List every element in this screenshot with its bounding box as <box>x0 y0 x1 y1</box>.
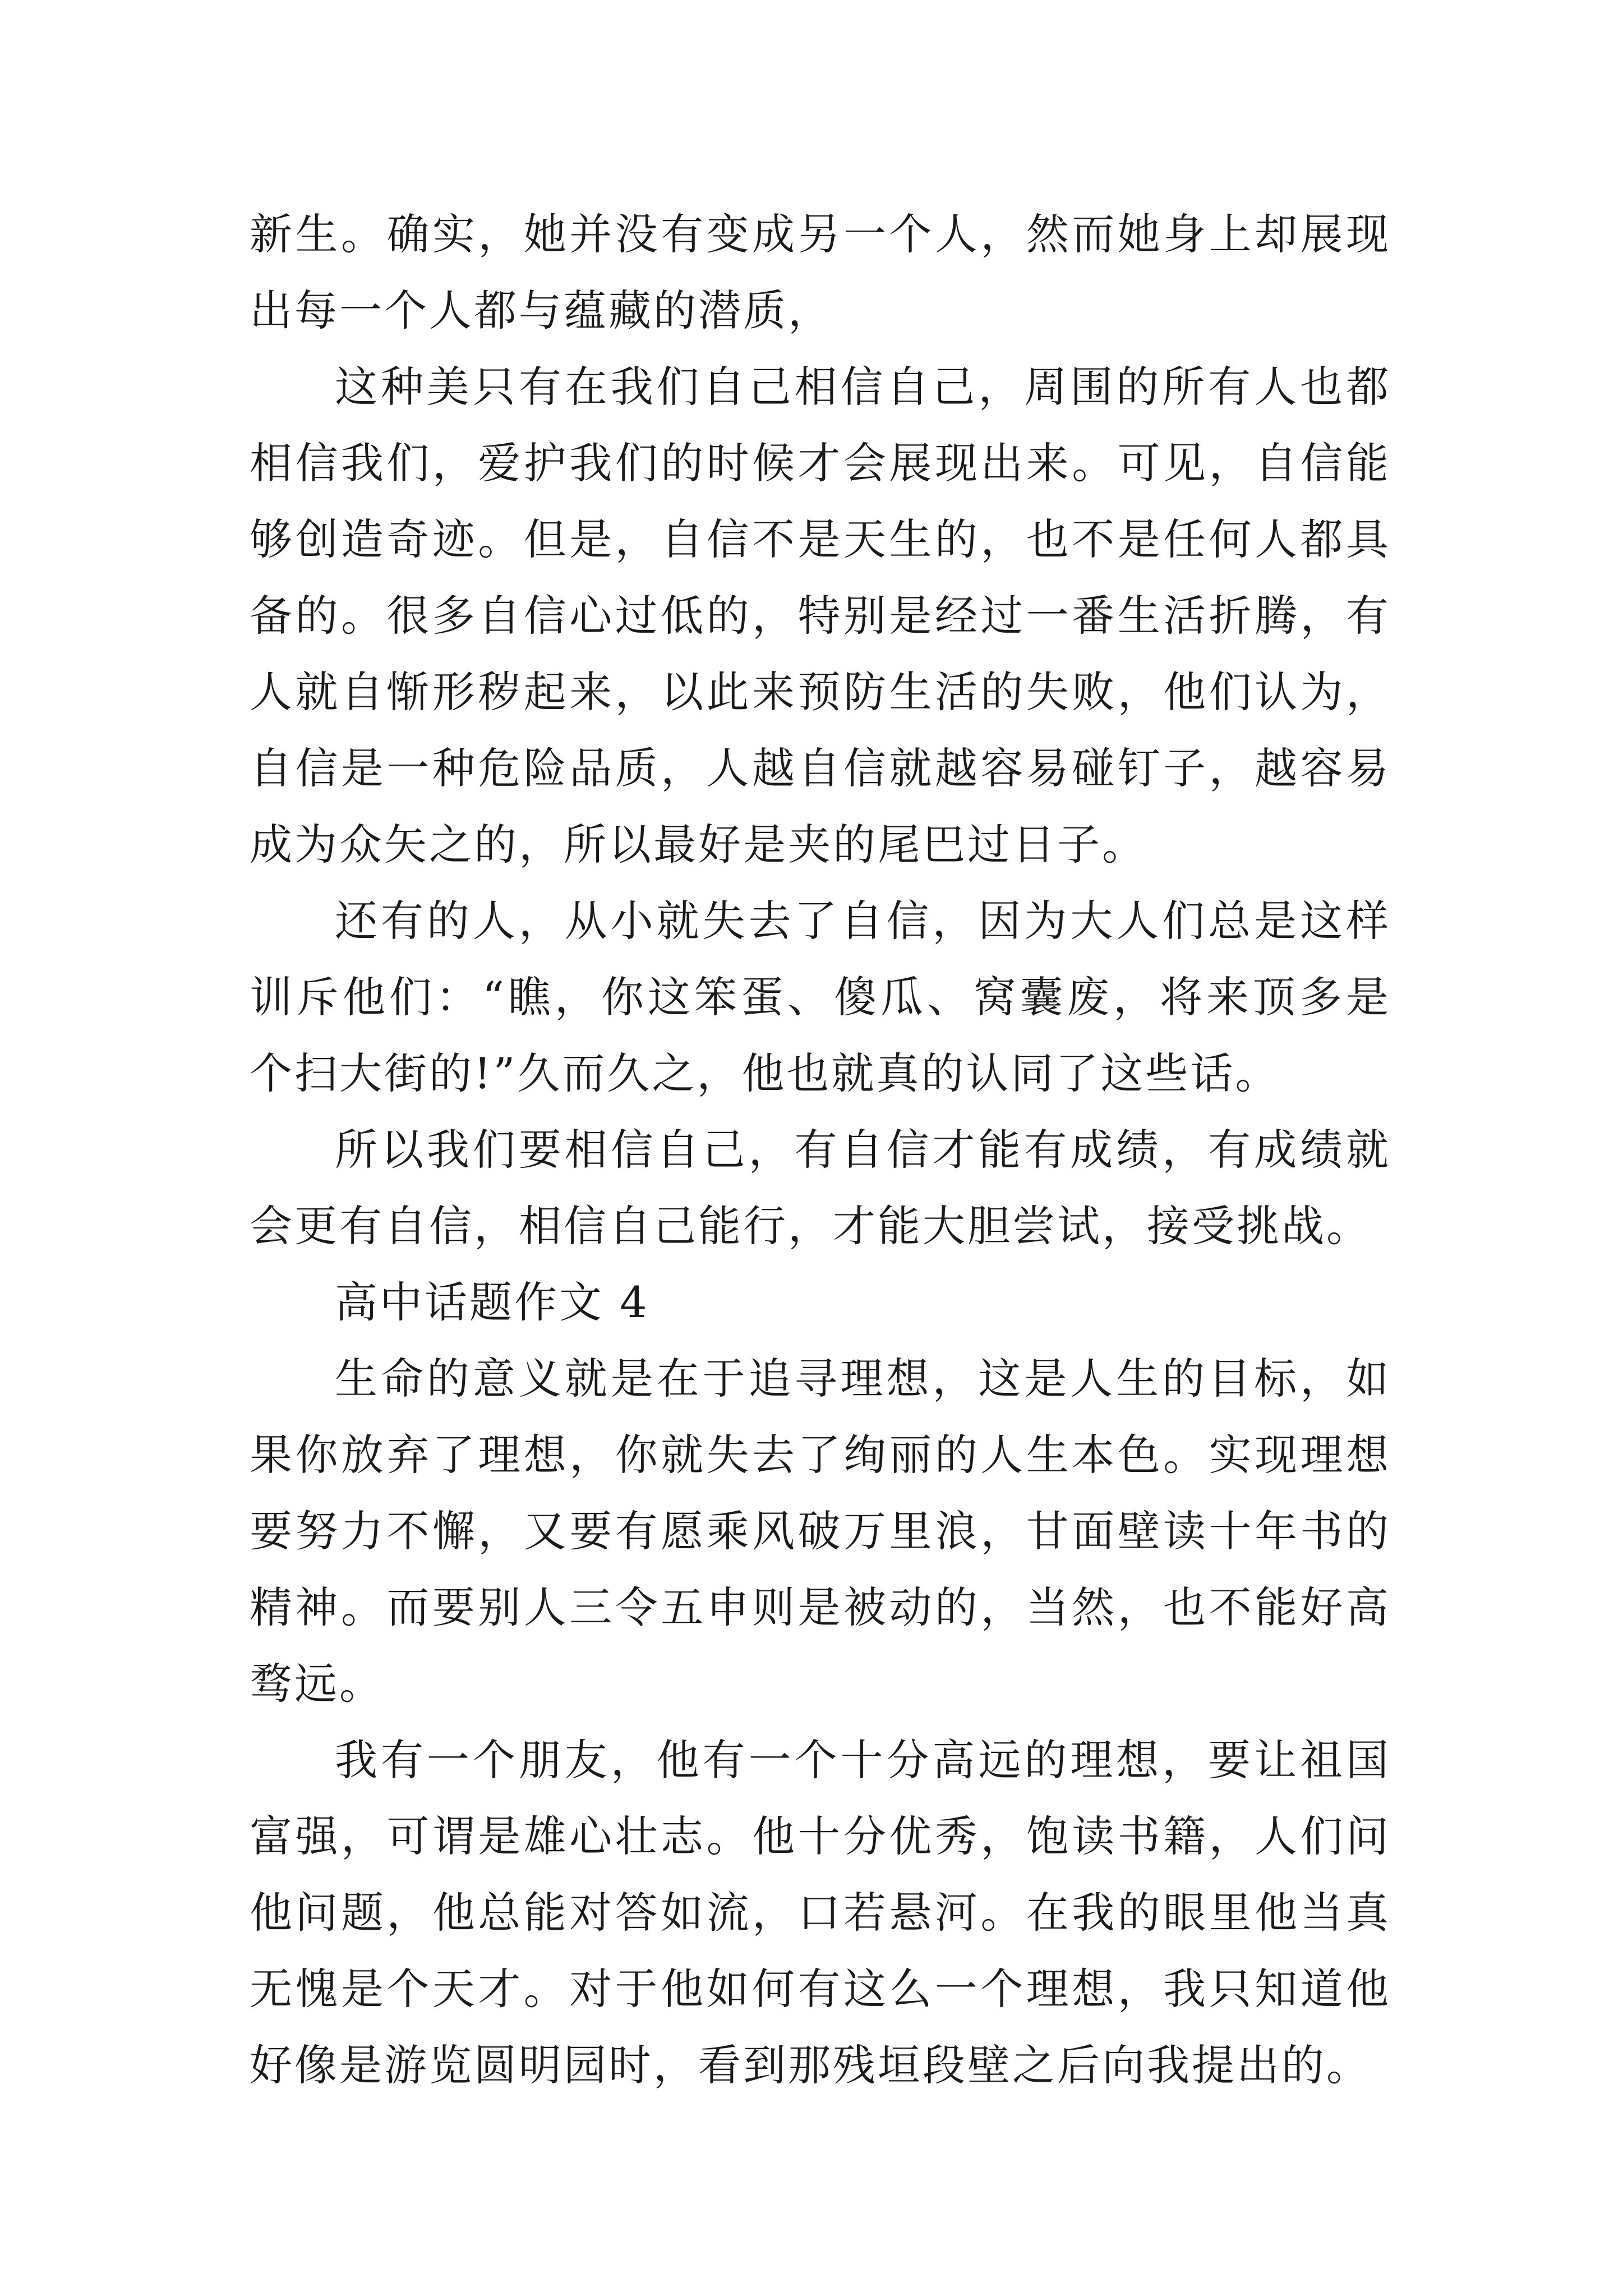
paragraph-believe-yourself: 所以我们要相信自己，有自信才能有成绩，有成绩就会更有自信，相信自己能行，才能大胆尝试，接受挑战。 <box>250 1125 1391 1251</box>
section-heading: 高中话题作文 4 <box>335 1277 649 1327</box>
paragraph-lost-confidence: 还有的人，从小就失去了自信，因为大人们总是这样训斥他们：“瞧，你这笨蛋、傻瓜、窝囊废，将来顶多是个扫大街的!”久而久之，他也就真的认同了这些话。 <box>250 896 1391 1098</box>
body-text <box>250 196 1391 2104</box>
paragraph-self-confidence-miracle: 这种美只有在我们自己相信自己，周围的所有人也都相信我们，爱护我们的时候才会展现出来。可见，自信能够创造奇迹。但是，自信不是天生的，也不是任何人都具备的。很多自信心过低的，特别是经过一番生活折腾，有人就自惭形秽起来，以此来预防生活的失败，他们认为，自信是一种危险品质，人越自信就越容易碰钉子，越容易成为众矢之的，所以最好是夹的尾巴过日子。 <box>250 362 1391 869</box>
paragraph-meaning-of-life: 生命的意义就是在于追寻理想，这是人生的目标，如果你放弃了理想，你就失去了绚丽的人生本色。实现理想要努力不懈，又要有愿乘风破万里浪，甘面壁读十年书的精神。而要别人三令五申则是被动的，当然，也不能好高骛远。 <box>250 1354 1391 1709</box>
paragraph-continuation: 新生。确实，她并没有变成另一个人，然而她身上却展现出每一个人都与蕴藏的潜质， <box>250 209 1391 335</box>
paragraph-friend-ideal: 我有一个朋友，他有一个十分高远的理想，要让祖国富强，可谓是雄心壮志。他十分优秀，饱读书籍，人们问他问题，他总能对答如流，口若悬河。在我的眼里他当真无愧是个天才。对于他如何有这么一个理想，我只知道他好像是游览圆明园时，看到那残垣段壁之后向我提出的。 <box>250 1735 1391 2090</box>
